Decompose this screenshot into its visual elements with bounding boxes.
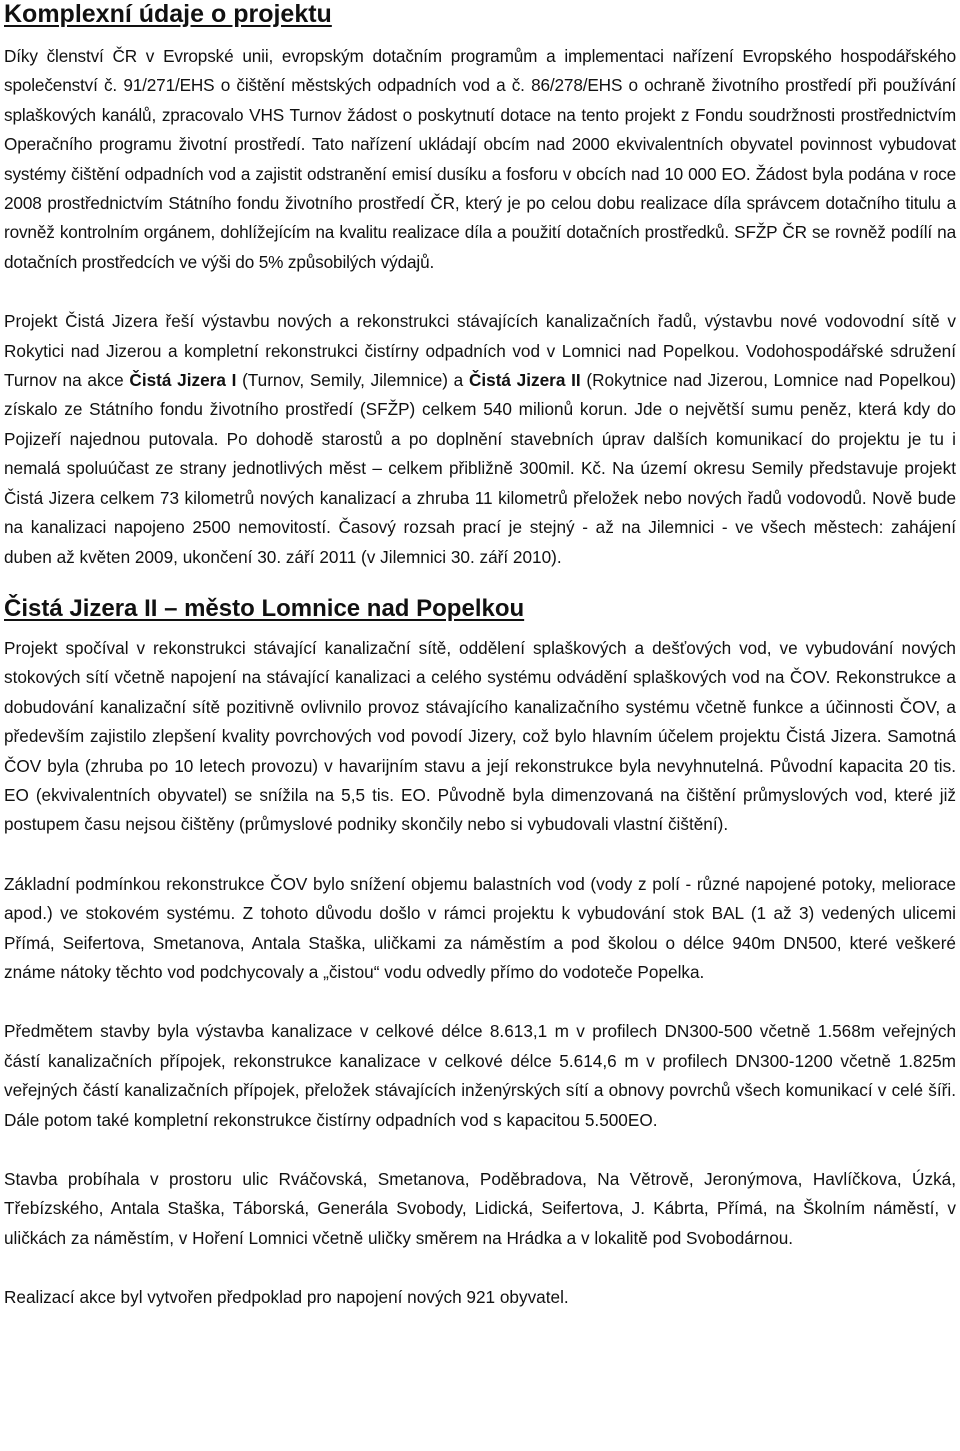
page-title: Komplexní údaje o projektu	[4, 0, 332, 28]
project-text-3: (Rokytnice nad Jizerou, Lomnice nad Popelkou) získalo ze Státního fondu životního prostředí (SFŽP) celkem 540 milionů korun. Jde o největší sumu peněz, která kdy do Pojizeří najednou putovala. Po dohodě starostů a po doplnění stavebních úprav dalších komunikací do projektu je tu i nemalá spoluúčast ze strany jednotlivých měst – celkem přibližně 300mil. Kč. Na území okresu Semily představuje projekt Čistá Jizera celkem 73 kilometrů nových kanalizací a zhruba 11 kilometrů přeložek nebo nových řadů vodovodů. Nově bude na kanalizaci napojeno 2500 nemovitostí. Časový rozsah prací je stejný - až na Jilemnici - ve všech městech: zahájení duben až květen 2009, ukončení 30. září 2011 (v Jilemnici 30. září 2010).	[4, 370, 956, 567]
project-paragraph	[4, 307, 956, 572]
body-paragraph-3: Předmětem stavby byla výstavba kanalizace v celkové délce 8.613,1 m v profilech DN300-500 včetně 1.568m veřejných částí kanalizačních přípojek, rekonstrukce kanalizace v celkové délce 5.614,6 m v profilech DN300-1200 včetně 1.825m veřejných částí kanalizačních přípojek, přeložek stávajících inženýrských sítí a obnovy povrchů všech komunikací v celé šíři. Dále potom také kompletní rekonstrukce čistírny odpadních vod s kapacitou 5.500EO.	[4, 1021, 956, 1130]
body-paragraph-4: Stavba probíhala v prostoru ulic Rváčovská, Smetanova, Poděbradova, Na Větrově, Jeronýmova, Havlíčkova, Úzká, Třebízského, Antala Staška, Táborská, Generála Svobody, Lidická, Seifertova, J. Kábrta, Přímá, na Školním náměstí, v uličkách za náměstím, v Hoření Lomnici včetně uličky směrem na Hrádka a v lokalitě pod Svobodárnou.	[4, 1169, 956, 1248]
project-text-2: (Turnov, Semily, Jilemnice) a	[236, 370, 469, 391]
body-paragraph-1: Projekt spočíval v rekonstrukci stávající kanalizační sítě, oddělení splaškových a dešťových vod, ve vybudování nových stokových sítí včetně napojení na stávající kanalizaci a celého systému odvádění splaškových vod na ČOV. Rekonstrukce a dobudování kanalizační sítě pozitivně ovlivnilo provoz stávajícího kanalizačního systému včetně funkce a účinnosti ČOV, a především zajistilo zlepšení kvality povrchových vod povodí Jizery, což bylo hlavním účelem projektu Čistá Jizera. Samotná ČOV byla (zhruba po 10 letech provozu) v havarijním stavu a její rekonstrukce byla nevyhnutelná. Původní kapacita 20 tis. EO (ekvivalentních obyvatel) se snížila na 5,5 tis. EO. Původně byla dimenzovaná na čištění průmyslových vod, které již postupem času nejsou čištěny (průmyslové podniky skončily nebo si vybudovali vlastní čištění).	[4, 637, 956, 835]
project-name-2: Čistá Jizera II	[468, 370, 581, 391]
document-page	[4, 0, 956, 1313]
body-paragraph-2: Základní podmínkou rekonstrukce ČOV bylo snížení objemu balastních vod (vody z polí - různé napojené potoky, meliorace apod.) ve stokovém systému. Z tohoto důvodu došlo v rámci projektu k vybudování stok BAL (1 až 3) vedených ulicemi Přímá, Seifertova, Smetanova, Antala Staška, uličkami za náměstím a pod školou o délce 940m DN500, které veškeré známe nátoky těchto vod podchycovaly a „čistou“ vodu odvedly přímo do vodoteče Popelka.	[4, 873, 956, 982]
project-name-1: Čistá Jizera I	[129, 370, 237, 391]
project-text-1: Projekt Čistá Jizera řeší výstavbu nových a rekonstrukci stávajících kanalizačních řadů, výstavbu nové vodovodní sítě v Rokytici nad Jizerou a kompletní rekonstrukci čistírny odpadních vod v Lomnici nad Popelkou. Vodohospodářské sdružení Turnov na akce	[4, 311, 956, 391]
intro-paragraph: Díky členství ČR v Evropské unii, evropským dotačním programům a implementaci nařízení Evropského hospodářského společenství č. 91/271/EHS o čištění městských odpadních vod a č. 86/278/EHS o ochraně životního prostředí při používání splaškových kanálů, zpracovalo VHS Turnov žádost o poskytnutí dotace na tento projekt z Fondu soudržnosti prostřednictvím Operačního programu životní prostředí. Tato nařízení ukládají obcím nad 2000 ekvivalentních obyvatel povinnost vybudovat systémy čištění odpadních vod a zajistit odstranění emisí dusíku a fosforu v obcích nad 10 000 EO. Žádost byla podána v roce 2008 prostřednictvím Státního fondu životního prostředí ČR, který je po celou dobu realizace díla správcem dotačního titulu a rovněž kontrolním orgánem, dohlížejícím na kvalitu realizace díla a použití dotačních prostředků. SFŽP ČR se rovněž podílí na dotačních prostředcích ve výši do 5% způsobilých výdajů.	[4, 46, 956, 272]
section-subtitle: Čistá Jizera II – město Lomnice nad Popelkou	[4, 594, 525, 622]
body-paragraph-5: Realizací akce byl vytvořen předpoklad pro napojení nových 921 obyvatel.	[4, 1287, 569, 1308]
